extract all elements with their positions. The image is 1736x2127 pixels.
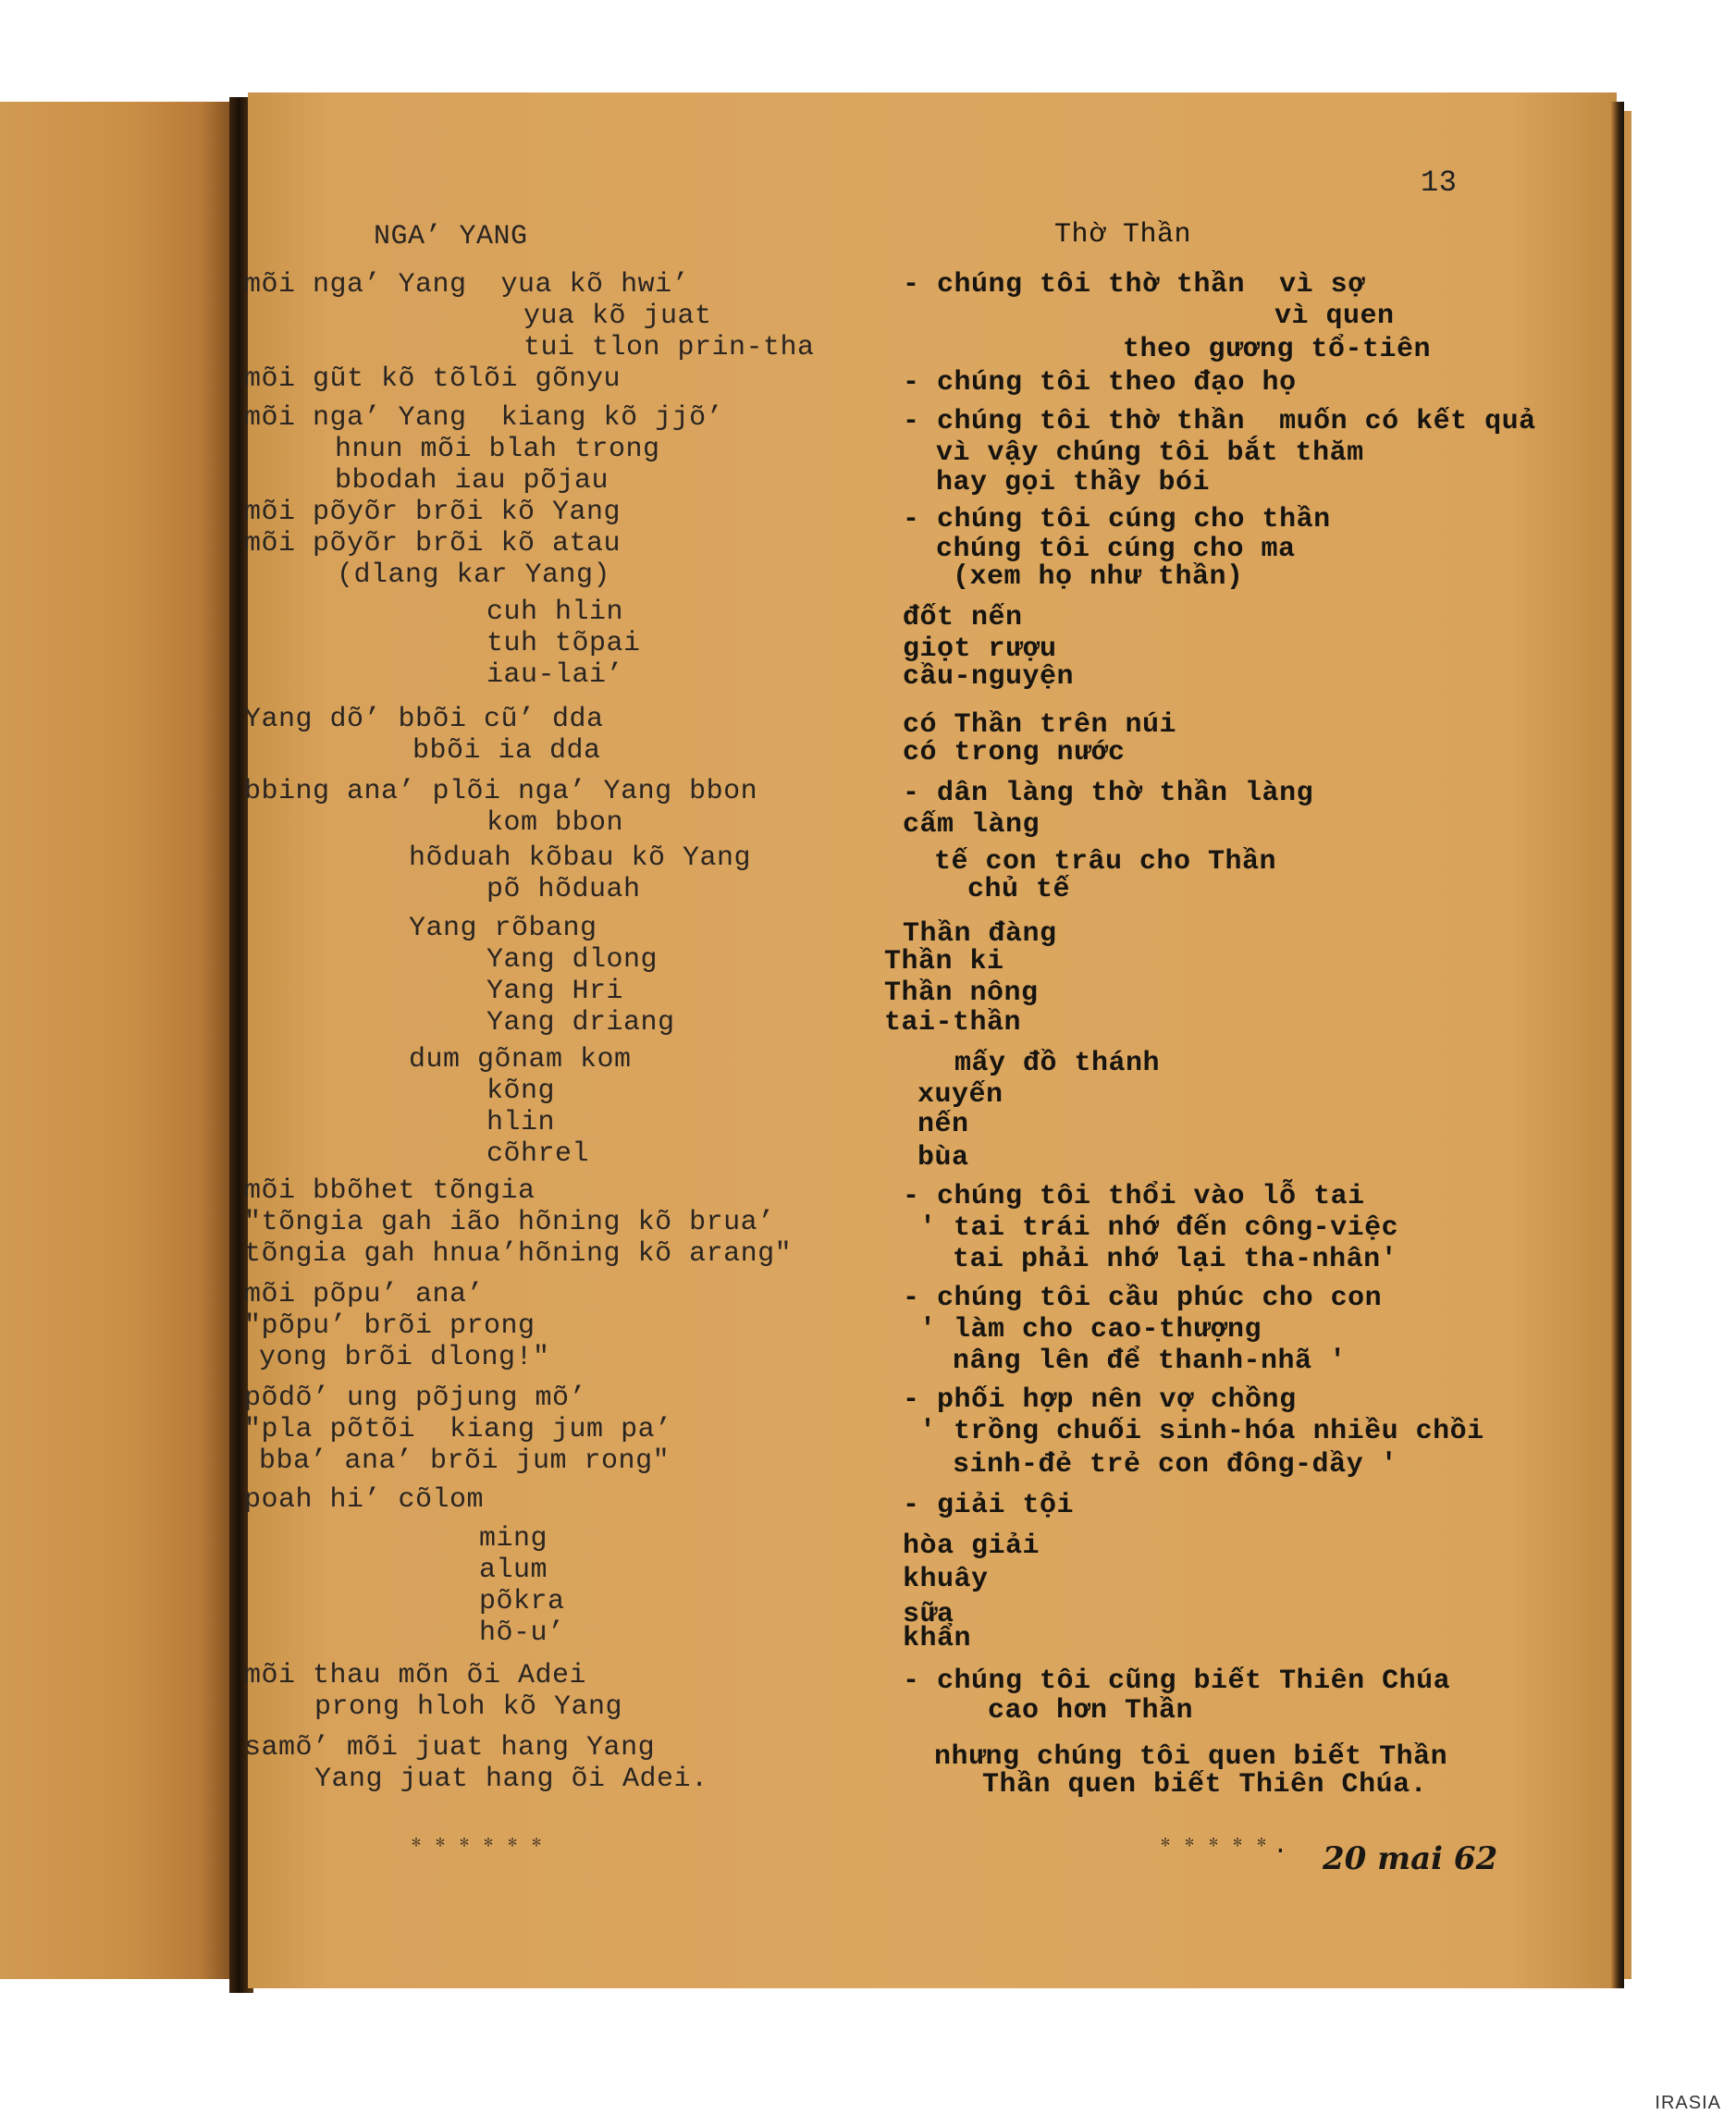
left-ornament: ﹡﹡﹡﹡﹡﹡ xyxy=(403,1832,548,1861)
left-line: põdõ’ ung põjung mõ’ xyxy=(244,1383,587,1414)
right-line: bùa xyxy=(917,1142,969,1174)
left-line: yong brõi dlong!" xyxy=(259,1342,550,1373)
left-line: cuh hlin xyxy=(486,596,624,628)
left-line: iau-lai’ xyxy=(486,659,624,691)
left-line: samõ’ mõi juat hang Yang xyxy=(244,1732,656,1764)
right-line: - dân làng thờ thần làng xyxy=(903,778,1314,809)
right-line: ' trồng chuối sinh-hóa nhiều chồi xyxy=(919,1416,1484,1447)
left-line: mõi thau mõn õi Adei xyxy=(244,1660,587,1691)
right-line: tai-thần xyxy=(884,1007,1022,1039)
left-line: tui tlon prin-tha xyxy=(523,332,815,363)
right-line: - chúng tôi theo đạo họ xyxy=(903,367,1297,399)
left-line: hõ-u’ xyxy=(479,1617,565,1649)
handwritten-date: 20 mai 62 xyxy=(1323,1840,1498,1877)
left-line: Yang dõ’ bbõi cũ’ dda xyxy=(244,704,604,735)
right-line: Thần quen biết Thiên Chúa. xyxy=(982,1769,1428,1801)
left-line: Yang rõbang xyxy=(409,913,597,944)
left-line: hlin xyxy=(486,1107,556,1138)
right-line: - chúng tôi thờ thần vì sợ xyxy=(903,269,1365,301)
left-line: kõng xyxy=(486,1076,556,1107)
left-line: cõhrel xyxy=(486,1138,590,1170)
left-column-title: NGA’ YANG xyxy=(374,221,528,252)
right-line: xuyến xyxy=(917,1079,1003,1111)
left-line: mõi gũt kõ tõlõi gõnyu xyxy=(244,363,622,395)
right-line: - chúng tôi thờ thần muốn có kết quả xyxy=(903,406,1536,437)
right-line: (xem họ như thần) xyxy=(953,561,1244,593)
left-line: kom bbon xyxy=(486,807,624,839)
left-line: (dlang kar Yang) xyxy=(337,559,611,591)
left-line: poah hi’ cõlom xyxy=(244,1484,485,1516)
page-number: 13 xyxy=(1421,166,1458,200)
right-line: sinh-đẻ trẻ con đông-dầy ' xyxy=(953,1449,1398,1481)
left-line: Yang juat hang õi Adei. xyxy=(314,1764,708,1795)
right-line: Thần đàng xyxy=(903,918,1057,950)
left-line: "põpu’ brõi prong xyxy=(244,1310,536,1342)
right-line: nâng lên để thanh-nhã ' xyxy=(953,1346,1347,1377)
left-line: "pla põtõi kiang jum pa’ xyxy=(244,1414,672,1445)
right-line: cao hơn Thần xyxy=(988,1695,1194,1727)
right-line: ' tai trái nhớ đến công-việc xyxy=(919,1212,1399,1244)
left-line: Yang driang xyxy=(486,1007,675,1039)
left-line: põkra xyxy=(479,1586,565,1617)
right-line: khẩn xyxy=(903,1623,972,1654)
right-line: Thần ki xyxy=(884,946,1004,977)
right-line: sữa xyxy=(903,1599,954,1630)
previous-page xyxy=(0,102,236,1979)
left-line: mõi nga’ Yang kiang kõ jjõ’ xyxy=(244,402,724,434)
right-line: vì vậy chúng tôi bắt thăm xyxy=(936,437,1364,469)
right-line: chúng tôi cúng cho ma xyxy=(936,534,1296,565)
left-line: tuh tõpai xyxy=(486,628,641,659)
right-line: - chúng tôi cầu phúc cho con xyxy=(903,1283,1383,1314)
right-line: vì quen xyxy=(1274,301,1395,332)
left-line: Yang dlong xyxy=(486,944,659,976)
right-line: chủ tế xyxy=(967,874,1071,905)
right-line: - chúng tôi cũng biết Thiên Chúa xyxy=(903,1666,1451,1697)
left-line: "tõngia gah ião hõning kõ brua’ xyxy=(244,1207,775,1238)
left-line: bba’ ana’ brõi jum rong" xyxy=(259,1445,671,1477)
right-line: tai phải nhớ lại tha-nhân' xyxy=(953,1244,1398,1275)
left-line: põ hõduah xyxy=(486,874,641,905)
right-line: nhưng chúng tôi quen biết Thần xyxy=(934,1741,1448,1773)
right-line: có trong nước xyxy=(903,737,1126,768)
right-line: theo gương tổ-tiên xyxy=(1123,334,1432,365)
right-line: - chúng tôi thổi vào lỗ tai xyxy=(903,1181,1365,1212)
left-line: yua kõ juat xyxy=(523,301,712,332)
right-line: - chúng tôi cúng cho thần xyxy=(903,504,1331,535)
right-line: - giải tội xyxy=(903,1490,1075,1521)
left-line: mõi põyõr brõi kõ atau xyxy=(244,528,622,559)
left-line: mõi nga’ Yang yua kõ hwi’ xyxy=(244,269,690,301)
right-line: ' làm cho cao-thượng xyxy=(919,1314,1262,1346)
right-line: cấm làng xyxy=(903,809,1040,841)
right-line: giọt rượu xyxy=(903,633,1057,665)
left-line: prong hloh kõ Yang xyxy=(314,1691,623,1723)
right-column-title: Thờ Thần xyxy=(1054,219,1192,251)
right-line: tế con trâu cho Thần xyxy=(934,846,1277,878)
right-line: hay gọi thầy bói xyxy=(936,467,1211,498)
left-line: tõngia gah hnua’hõning kõ arang" xyxy=(244,1238,793,1270)
left-line: hõduah kõbau kõ Yang xyxy=(409,842,752,874)
right-line: mấy đồ thánh xyxy=(954,1048,1161,1079)
right-line: nến xyxy=(917,1109,969,1140)
left-line: mõi põpu’ ana’ xyxy=(244,1279,485,1310)
right-ornament: ﹡﹡﹡﹡﹡. xyxy=(1152,1832,1287,1861)
left-line: hnun mõi blah trong xyxy=(335,434,660,465)
left-line: bbõi ia dda xyxy=(412,735,601,767)
right-line: cầu-nguyện xyxy=(903,661,1075,693)
left-line: mõi põyõr brõi kõ Yang xyxy=(244,497,622,528)
left-line: bbodah iau põjau xyxy=(335,465,609,497)
right-line: hòa giải xyxy=(903,1531,1040,1562)
left-line: dum gõnam kom xyxy=(409,1044,632,1076)
right-line: có Thần trên núi xyxy=(903,709,1177,741)
watermark: IRASIA xyxy=(1655,2093,1721,2113)
left-line: bbing ana’ plõi nga’ Yang bbon xyxy=(244,776,758,807)
right-line: khuây xyxy=(903,1564,989,1595)
page-edge xyxy=(1611,102,1624,1988)
right-line: đốt nến xyxy=(903,602,1023,633)
right-line: - phối hợp nên vợ chồng xyxy=(903,1384,1297,1416)
right-line: Thần nông xyxy=(884,977,1039,1009)
left-line: Yang Hri xyxy=(486,976,624,1007)
left-line: mõi bbõhet tõngia xyxy=(244,1175,536,1207)
page-edge-back xyxy=(1624,111,1631,1979)
left-line: alum xyxy=(479,1555,548,1586)
left-line: ming xyxy=(479,1523,548,1555)
